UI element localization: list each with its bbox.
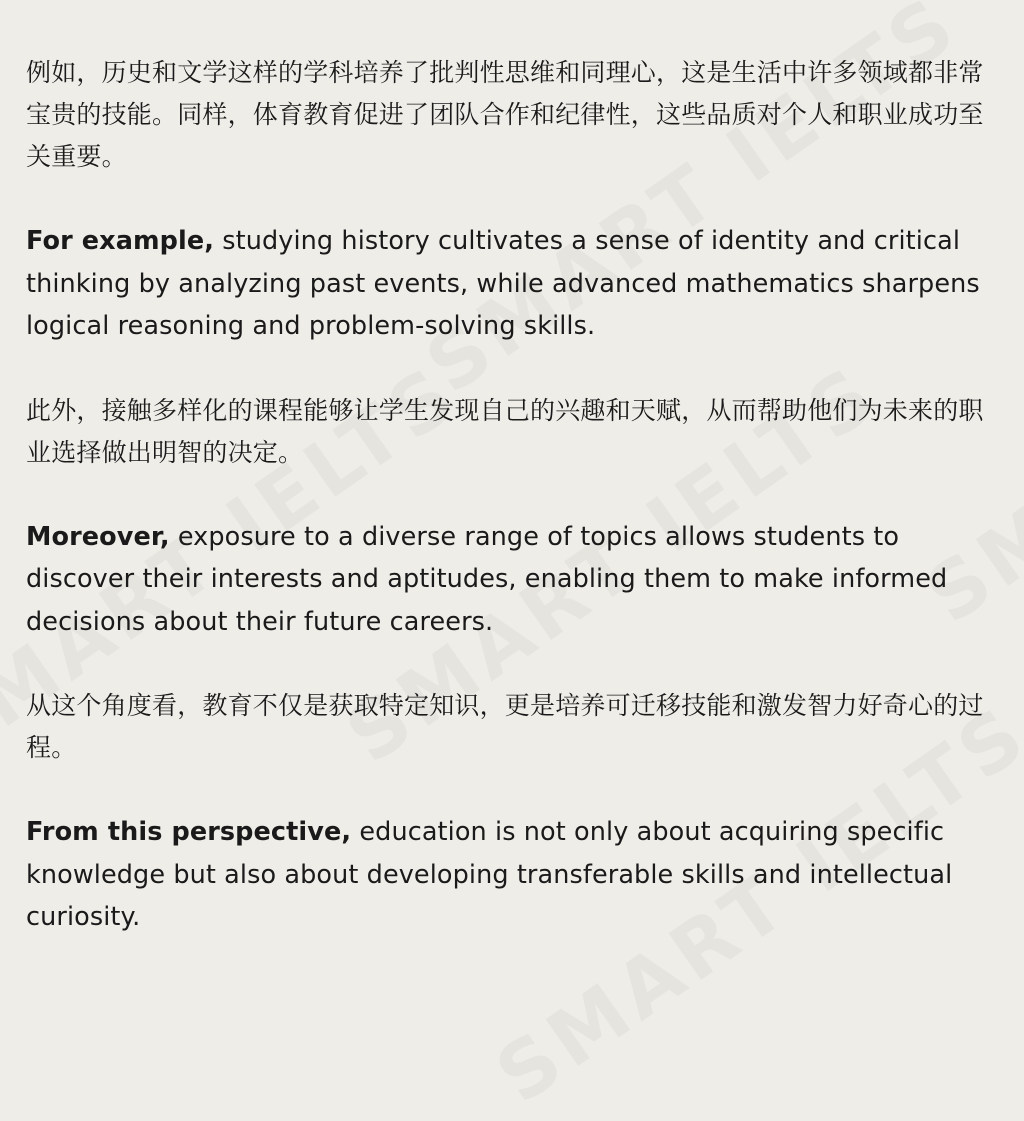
paragraph-spacer — [26, 769, 1006, 811]
paragraph-lead: For example, — [26, 226, 215, 256]
paragraph-spacer — [26, 643, 1006, 685]
chinese-paragraph-3: 从这个角度看，教育不仅是获取特定知识，更是培养可迁移技能和激发智力好奇心的过程。 — [26, 691, 984, 762]
paragraph-text: education is not only about acquiring specific knowledge but also about developing transferable skills and intellectual curiosity. — [26, 817, 953, 932]
english-paragraph-1 — [26, 220, 991, 348]
english-paragraph-2 — [26, 516, 971, 644]
paragraph-text: studying history cultivates a sense of identity and critical thinking by analyzing past events, while advanced mathematics sharpens logical reasoning and problem-solving skills. — [26, 226, 980, 341]
paragraph-text: exposure to a diverse range of topics allows students to discover their interests and aptitudes, enabling them to make informed decisions about their future careers. — [26, 521, 948, 637]
paragraph-spacer — [26, 178, 1006, 220]
paragraph-spacer — [26, 474, 1006, 516]
english-paragraph-3 — [26, 811, 991, 939]
paragraph-lead: Moreover, — [26, 521, 170, 552]
paragraph-spacer — [26, 348, 1006, 390]
paragraph-lead: From this perspective, — [26, 817, 352, 847]
document-body — [26, 52, 1006, 939]
chinese-paragraph-2: 此外，接触多样化的课程能够让学生发现自己的兴趣和天赋，从而帮助他们为未来的职业选择做出明智的决定。 — [26, 395, 984, 467]
chinese-paragraph-1: 例如，历史和文学这样的学科培养了批判性思维和同理心，这是生活中许多领域都非常宝贵的技能。同样，体育教育促进了团队合作和纪律性，这些品质对个人和职业成功至关重要。 — [26, 58, 984, 171]
